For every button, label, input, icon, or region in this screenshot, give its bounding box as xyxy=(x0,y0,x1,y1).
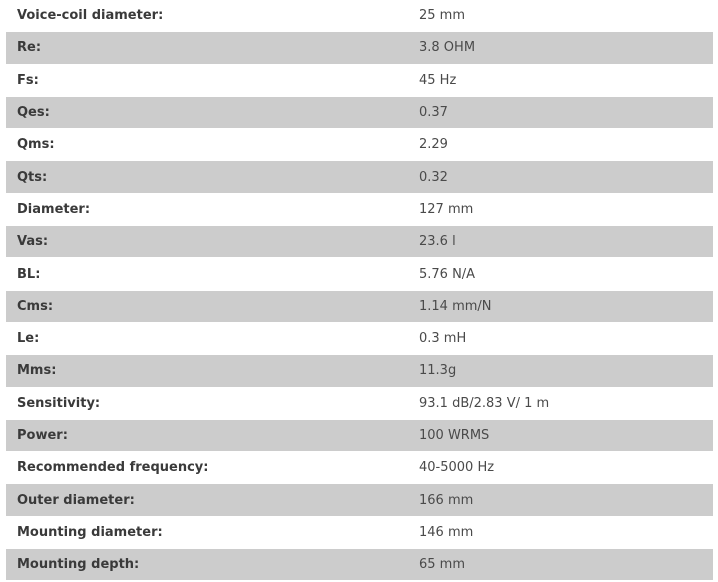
spec-value: 2.29 xyxy=(419,137,448,153)
spec-label: Qts: xyxy=(17,169,48,185)
spec-row-mms xyxy=(6,355,713,387)
spec-row-bl xyxy=(6,258,713,290)
spec-value: 127 mm xyxy=(419,201,474,217)
spec-label: Re: xyxy=(17,40,42,56)
spec-value: 40-5000 Hz xyxy=(419,460,495,476)
spec-row-cms xyxy=(6,291,713,323)
spec-row-qts xyxy=(6,161,713,193)
spec-value: 0.3 mH xyxy=(419,331,467,347)
spec-row-outer-diameter xyxy=(6,484,713,516)
spec-label: Mounting diameter: xyxy=(17,524,163,540)
spec-value: 100 WRMS xyxy=(419,428,490,443)
spec-label: Outer diameter: xyxy=(17,492,135,508)
spec-row-power xyxy=(6,420,713,452)
spec-label: Diameter: xyxy=(17,201,91,217)
spec-label: Mms: xyxy=(17,363,57,379)
spec-label: Recommended frequency: xyxy=(17,460,209,476)
spec-row-qms xyxy=(6,129,713,161)
spec-label: Vas: xyxy=(17,234,49,250)
spec-value: 5.76 N/A xyxy=(419,266,476,282)
spec-value: 166 mm xyxy=(419,492,474,508)
spec-row-mounting-depth xyxy=(6,549,713,581)
spec-value: 146 mm xyxy=(419,524,474,540)
spec-label: Le: xyxy=(17,331,40,347)
spec-value: 0.37 xyxy=(419,105,448,121)
spec-row-diameter xyxy=(6,194,713,226)
spec-value: 0.32 xyxy=(419,169,448,185)
spec-value: 3.8 OHM xyxy=(419,40,476,56)
spec-row-sensitivity xyxy=(6,388,713,420)
spec-row-recommended-frequency xyxy=(6,452,713,484)
spec-label: Power: xyxy=(17,428,68,443)
specifications-table xyxy=(6,0,713,581)
spec-label: Voice-coil diameter: xyxy=(17,8,164,24)
spec-label: Qms: xyxy=(17,137,55,153)
spec-row-re xyxy=(6,32,713,64)
spec-row-mounting-diameter xyxy=(6,517,713,549)
spec-value: 11.3g xyxy=(419,363,457,379)
spec-row-qes xyxy=(6,97,713,129)
spec-row-le xyxy=(6,323,713,355)
spec-value: 93.1 dB/2.83 V/ 1 m xyxy=(419,395,550,411)
spec-row-voice-coil-diameter xyxy=(6,0,713,32)
spec-label: Mounting depth: xyxy=(17,557,140,573)
spec-row-fs xyxy=(6,65,713,97)
spec-label: Fs: xyxy=(17,72,39,88)
spec-row-vas xyxy=(6,226,713,258)
spec-value: 23.6 l xyxy=(419,234,456,250)
spec-value: 45 Hz xyxy=(419,72,457,88)
spec-label: BL: xyxy=(17,266,41,282)
spec-label: Sensitivity: xyxy=(17,395,101,411)
spec-value: 65 mm xyxy=(419,557,466,573)
spec-value: 25 mm xyxy=(419,8,466,24)
spec-label: Qes: xyxy=(17,105,50,121)
spec-label: Cms: xyxy=(17,298,54,314)
spec-value: 1.14 mm/N xyxy=(419,298,492,314)
